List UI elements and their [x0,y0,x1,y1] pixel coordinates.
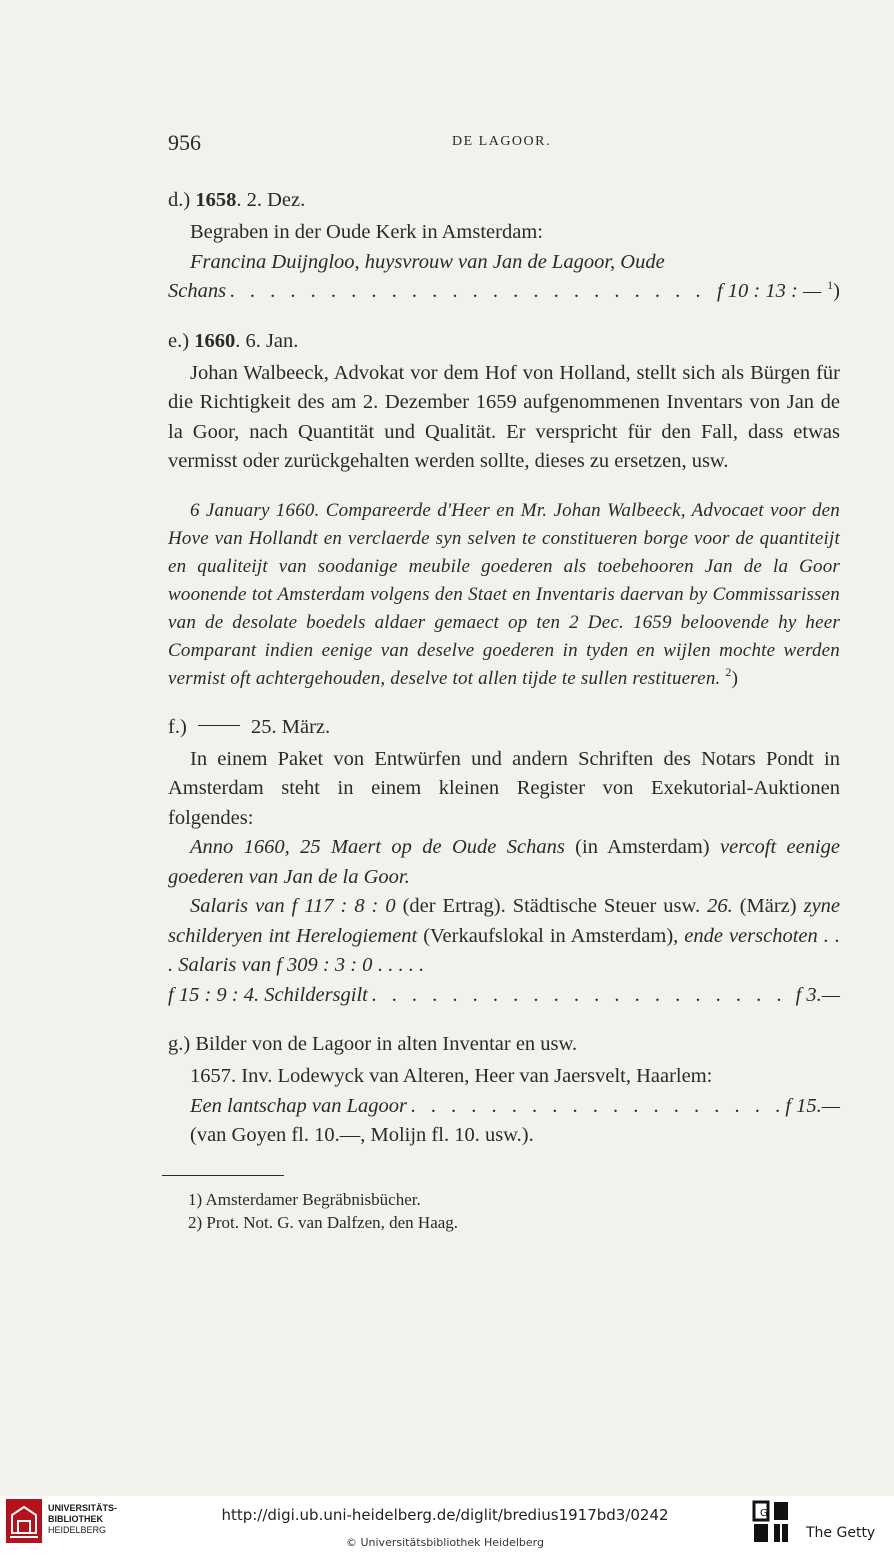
entry-label: d.) [168,189,191,211]
university-seal-icon [6,1499,42,1543]
entry-f-paragraph: In einem Paket von Entwürfen und andern Schriften des Notars Pondt in Amsterdam steht in einem kleinen Register von Exekutorial-Auktionen folgendes: [168,747,840,829]
copyright-notice: © Universitätsbibliothek Heidelberg [345,1536,544,1549]
page-header [168,130,840,160]
line-maerz: (März) [739,895,797,917]
item-amount: f 15.— [785,1094,840,1117]
anno-italic-2: vercoft eenige goederen van Jan de la Goor. [168,836,841,888]
getty-logo-icon[interactable] [752,1500,792,1544]
entry-e-paragraph: Johan Walbeeck, Advokat vor dem Hof von Holland, stellt sich als Bürgen für die Richtigkeit des am 2. Dezember 1659 aufgenommenen Inventars von Jan de la Goor, nach Quantität und Qualität. Er verspricht für den Fall, dass etwas vermisst oder zurückgehalten werden sollte, dieses zu ersetzen, usw. [168,361,840,472]
footer-bar [0,1496,894,1558]
footnote-ref: 1 [827,278,834,292]
line-italic-2: ende verschoten . . . Salaris van f 309 : 3 : 0 [168,924,840,976]
entry-date: . 6. Jan. [235,329,299,352]
getty-name: The Getty [806,1525,876,1541]
entry-f-last-line [168,981,840,1011]
salaris-rest: (der Ertrag). Städtische Steuer usw. [402,895,701,917]
anno-paren: (in Amsterdam) [575,836,710,858]
entry-label: g.) [168,1033,191,1055]
line-rest: (Verkaufslokal in Amsterdam), [423,924,679,947]
university-library-logo[interactable] [6,1499,146,1545]
footnote-2: 2) Prot. Not. G. van Dalfzen, den Haag. [188,1212,459,1232]
dot-leader [372,981,792,1011]
page-number: 956 [168,130,201,155]
entry-d-line3 [168,277,840,307]
entry-e-heading [168,327,840,359]
entry-d-heading [168,186,840,218]
entry-year: 1658 [195,189,237,211]
dot-leader [411,1092,781,1122]
entry-label: e.) [168,329,190,352]
item-text: Een lantschap van Lagoor [190,1094,407,1117]
uni-line-2: BIBLIOTHEK [48,1514,103,1524]
entry-d-schans: Schans [168,280,227,302]
dot-leader [230,277,713,307]
entry-f-salaris: Salaris van f 117 : 8 : 0 (der Ertrag). Städtische Steuer usw. 26. (März) zyne schilderyen int Herelogiement (Verkaufslokal in Amsterdam), ende verschoten . . . Salaris van f 309 : 3 : 0 . . . . . [168,895,841,976]
entry-year: 1660 [194,329,236,352]
schildersgilt-amount: f 3.— [795,983,840,1006]
footnote-ref-close: ) [833,280,840,302]
line-italic: zyne schilderyen int Herelogiement [168,895,841,947]
entry-date: 25. März. [251,715,331,738]
entry-f-heading [168,713,840,745]
entry-f-anno [168,833,840,892]
entry-g-title: Bilder von de Lagoor in alten Inventar en usw. [195,1033,578,1055]
uni-line-1: UNIVERSITÄTS- [48,1503,118,1513]
footnote-1: 1) Amsterdamer Begräbnisbücher. [188,1189,421,1209]
anno-italic: Anno 1660, 25 Maert op de Oude Schans [190,836,565,858]
line-26: 26. [707,895,733,917]
entry-d-amount: f 10 : 13 : — [716,280,822,302]
schildersgilt-text: f 15 : 9 : 4. Schildersgilt [168,983,368,1006]
entry-g-extra: (van Goyen fl. 10.—, Molijn fl. 10. usw.). [190,1124,534,1146]
footnotes [168,1188,840,1234]
footnote-ref: 2 [725,664,732,679]
uni-line-3: HEIDELBERG [48,1525,107,1535]
entry-label: f.) [168,715,187,738]
university-name [48,1503,117,1536]
entry-g-heading [168,1030,840,1062]
entry-e-quote [168,497,840,693]
entry-e-quote-text: 6 January 1660. Compareerde d'Heer en Mr. Johan Walbeeck, Advocaet voor den Hove van Hollandt en verclaerde syn selven te constitueren borge voor de quantiteijt en qualiteijt van soodanige meubile goederen als toebehooren Jan de la Goor woonende tot Amsterdam volgens den Staet en Inventaris daervan by Commissarissen van de desolate boedels aldaer gemaect op ten 2 Dec. 1659 beloovende hy heer Comparant indien eenige van deselve goederen in tyden en wijlen mochte werden vermist oft achtergehouden, deselve tot allen tijde te sullen restitueren. [168,499,840,689]
running-title: DE LAGOOR. [452,134,551,149]
footnote-ref-close: ) [731,667,739,689]
ditto-dash [198,725,240,726]
footnote-divider [162,1175,284,1176]
salaris-italic: Salaris van f 117 : 8 : 0 [190,895,396,917]
entry-date: . 2. Dez. [236,189,306,211]
entry-g-item [168,1092,840,1122]
entry-d-line2: Francina Duijngloo, huysvrouw van Jan de Lagoor, Oude [190,250,665,273]
entry-g-inventory: 1657. Inv. Lodewyck van Alteren, Heer van Jaersvelt, Haarlem: [190,1065,713,1087]
page-body [168,186,840,1234]
svg-text:G: G [760,1508,768,1519]
entry-d-line1: Begraben in der Oude Kerk in Amsterdam: [190,221,543,243]
permalink-url[interactable]: http://digi.ub.uni-heidelberg.de/diglit/bredius1917bd3/0242 [221,1506,669,1524]
